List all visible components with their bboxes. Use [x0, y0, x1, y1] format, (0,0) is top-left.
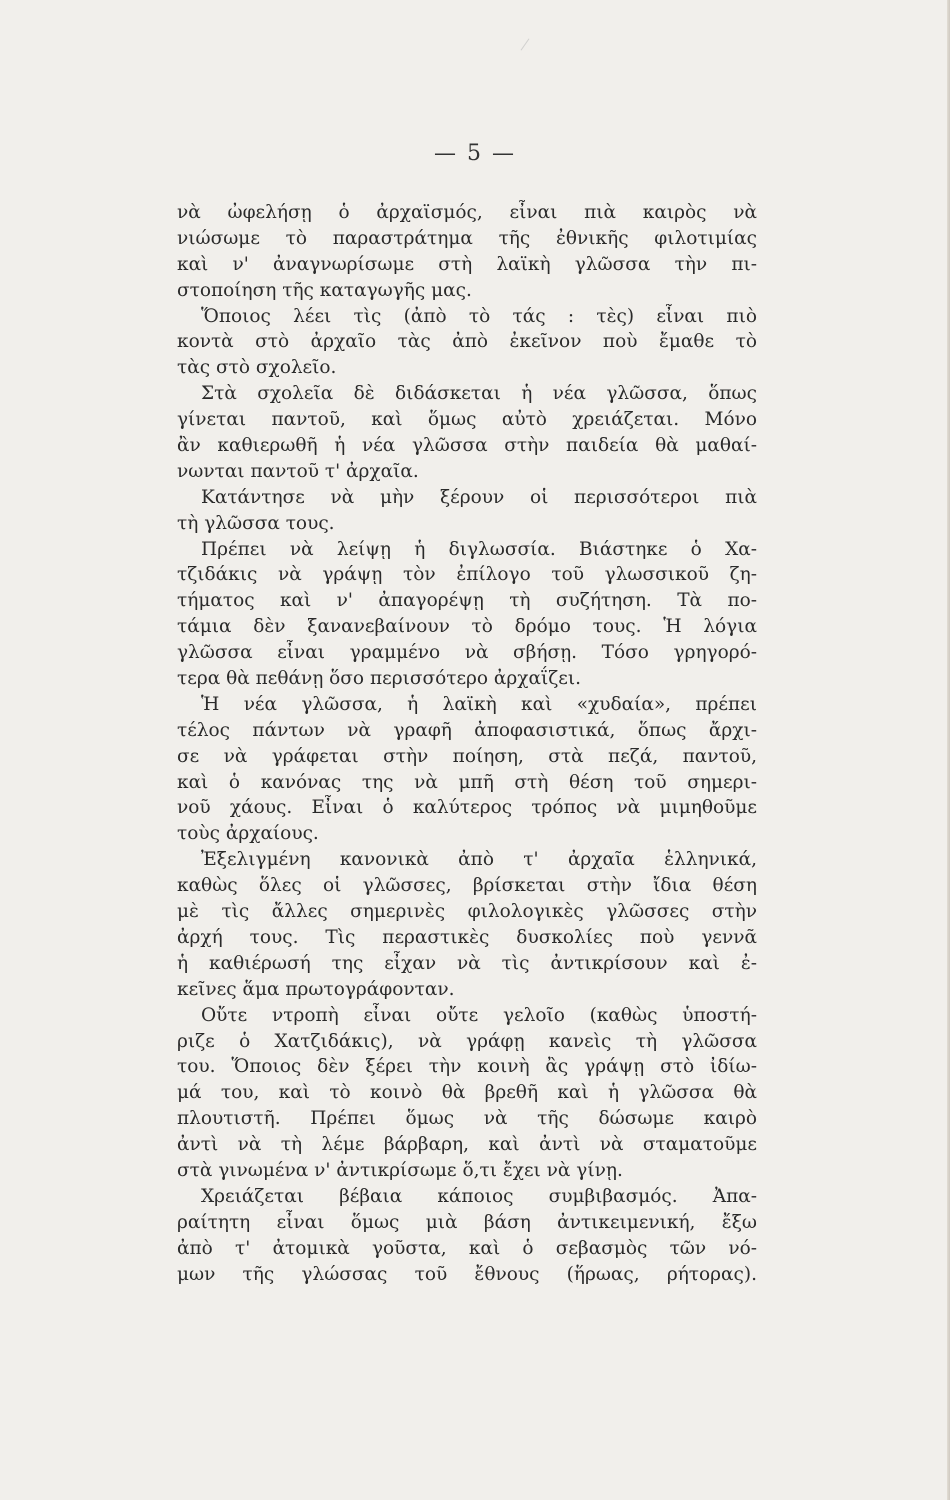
text-line: ριζε ὁ Χατζιδάκις), νὰ γράφῃ κανεὶς τὴ γλῶσσα	[177, 1030, 757, 1052]
text-line: γίνεται παντοῦ, καὶ ὅμως αὐτὸ χρειάζεται. Μόνο	[177, 409, 757, 431]
text-line: ἂν καθιερωθῆ ἡ νέα γλῶσσα στὴν παιδεία θὰ μαθαί-	[177, 435, 757, 457]
text-line: νωνται παντοῦ τ' ἀρχαῖα.	[177, 460, 419, 482]
text-line: καθὼς ὅλες οἱ γλῶσσες, βρίσκεται στὴν ἴδια θέση	[177, 875, 757, 897]
text-line: του. Ὅποιος δὲν ξέρει τὴν κοινὴ ἂς γράψῃ στὸ ἰδίω-	[177, 1056, 757, 1078]
text-line: Στὰ σχολεῖα δὲ διδάσκεται ἡ νέα γλῶσσα, ὅπως	[201, 383, 757, 405]
body-text	[177, 200, 757, 1287]
text-line: Ὅποιος λέει τὶς (ἀπὸ τὸ τάς : τὲς) εἶναι πιὸ	[201, 305, 757, 327]
text-line: τοὺς ἀρχαίους.	[177, 823, 319, 845]
text-line: Ἐξελιγμένη κανονικὰ ἀπὸ τ' ἀρχαῖα ἑλληνικά,	[201, 849, 757, 871]
text-line: μά του, καὶ τὸ κοινὸ θὰ βρεθῆ καὶ ἡ γλῶσσα θὰ	[177, 1082, 757, 1104]
pencil-mark	[521, 38, 530, 50]
text-line: Πρέπει νὰ λείψῃ ἡ διγλωσσία. Βιάστηκε ὁ Χα-	[201, 538, 757, 560]
text-line: κοντὰ στὸ ἀρχαῖο τὰς ἀπὸ ἐκεῖνον ποὺ ἔμαθε τὸ	[177, 331, 757, 353]
text-line: τὴ γλῶσσα τους.	[177, 512, 335, 534]
text-line: πλουτιστῆ. Πρέπει ὅμως νὰ τῆς δώσωμε καιρὸ	[177, 1108, 757, 1130]
text-line: Χρειάζεται βέβαια κάποιος συμβιβασμός. Ἀπα-	[201, 1185, 757, 1207]
text-line: Οὔτε ντροπὴ εἶναι οὔτε γελοῖο (καθὼς ὑποστή-	[201, 1004, 757, 1026]
text-line: Κατάντησε νὰ μὴν ξέρουν οἱ περισσότεροι πιὰ	[201, 486, 757, 508]
text-line: μων τῆς γλώσσας τοῦ ἔθνους (ἥρωας, ρήτορας).	[177, 1263, 757, 1285]
text-line: τήματος καὶ ν' ἀπαγορέψῃ τὴ συζήτηση. Τὰ πο-	[177, 590, 757, 612]
text-line: ἀντὶ νὰ τὴ λέμε βάρβαρη, καὶ ἀντὶ νὰ σταματοῦμε	[177, 1134, 757, 1156]
text-line: μὲ τὶς ἄλλες σημερινὲς φιλολογικὲς γλῶσσες στὴν	[177, 901, 757, 923]
text-line: καὶ ὁ κανόνας της νὰ μπῆ στὴ θέση τοῦ σημερι-	[177, 771, 757, 793]
page-number: — 5 —	[434, 141, 516, 166]
text-line: ἀπὸ τ' ἀτομικὰ γοῦστα, καὶ ὁ σεβασμὸς τῶν νό-	[177, 1237, 757, 1259]
text-line: ἀρχή τους. Τὶς περαστικὲς δυσκολίες ποὺ γεννᾶ	[177, 926, 757, 948]
text-line: στὰ γινωμένα ν' ἀντικρίσωμε ὅ,τι ἔχει νὰ γίνῃ.	[177, 1159, 623, 1181]
text-line: Ἡ νέα γλῶσσα, ἡ λαϊκὴ καὶ «χυδαία», πρέπει	[201, 693, 757, 715]
text-line: στοποίηση τῆς καταγωγῆς μας.	[177, 279, 472, 301]
text-line: νιώσωμε τὸ παραστράτημα τῆς ἐθνικῆς φιλοτιμίας	[177, 227, 757, 249]
text-line: νὰ ὠφελήσῃ ὁ ἀρχαϊσμός, εἶναι πιὰ καιρὸς νὰ	[177, 202, 757, 223]
text-line: νοῦ χάους. Εἶναι ὁ καλύτερος τρόπος νὰ μιμηθοῦμε	[177, 797, 757, 819]
text-line: τὰς στὸ σχολεῖο.	[177, 357, 337, 379]
text-line: ἡ καθιέρωσή της εἶχαν νὰ τὶς ἀντικρίσουν καὶ ἐ-	[177, 952, 757, 974]
text-line: τζιδάκις νὰ γράψῃ τὸν ἐπίλογο τοῦ γλωσσικοῦ ζη-	[177, 564, 757, 586]
text-line: τάμια δὲν ξανανεβαίνουν τὸ δρόμο τους. Ἡ λόγια	[177, 616, 757, 638]
text-line: κεῖνες ἅμα πρωτογράφονταν.	[177, 978, 455, 1000]
text-line: τέλος πάντων νὰ γραφῆ ἀποφασιστικά, ὅπως ἄρχι-	[177, 719, 757, 741]
text-line: τερα θὰ πεθάνῃ ὅσο περισσότερο ἀρχαΐζει.	[177, 668, 582, 690]
text-line: καὶ ν' ἀναγνωρίσωμε στὴ λαϊκὴ γλῶσσα τὴν πι-	[177, 253, 757, 275]
text-line: σε νὰ γράφεται στὴν ποίηση, στὰ πεζά, παντοῦ,	[177, 745, 757, 767]
text-line: γλῶσσα εἶναι γραμμένο νὰ σβήσῃ. Τόσο γρηγορό-	[177, 642, 757, 664]
text-line: ραίτητη εἶναι ὅμως μιὰ βάση ἀντικειμενική, ἔξω	[177, 1211, 757, 1233]
